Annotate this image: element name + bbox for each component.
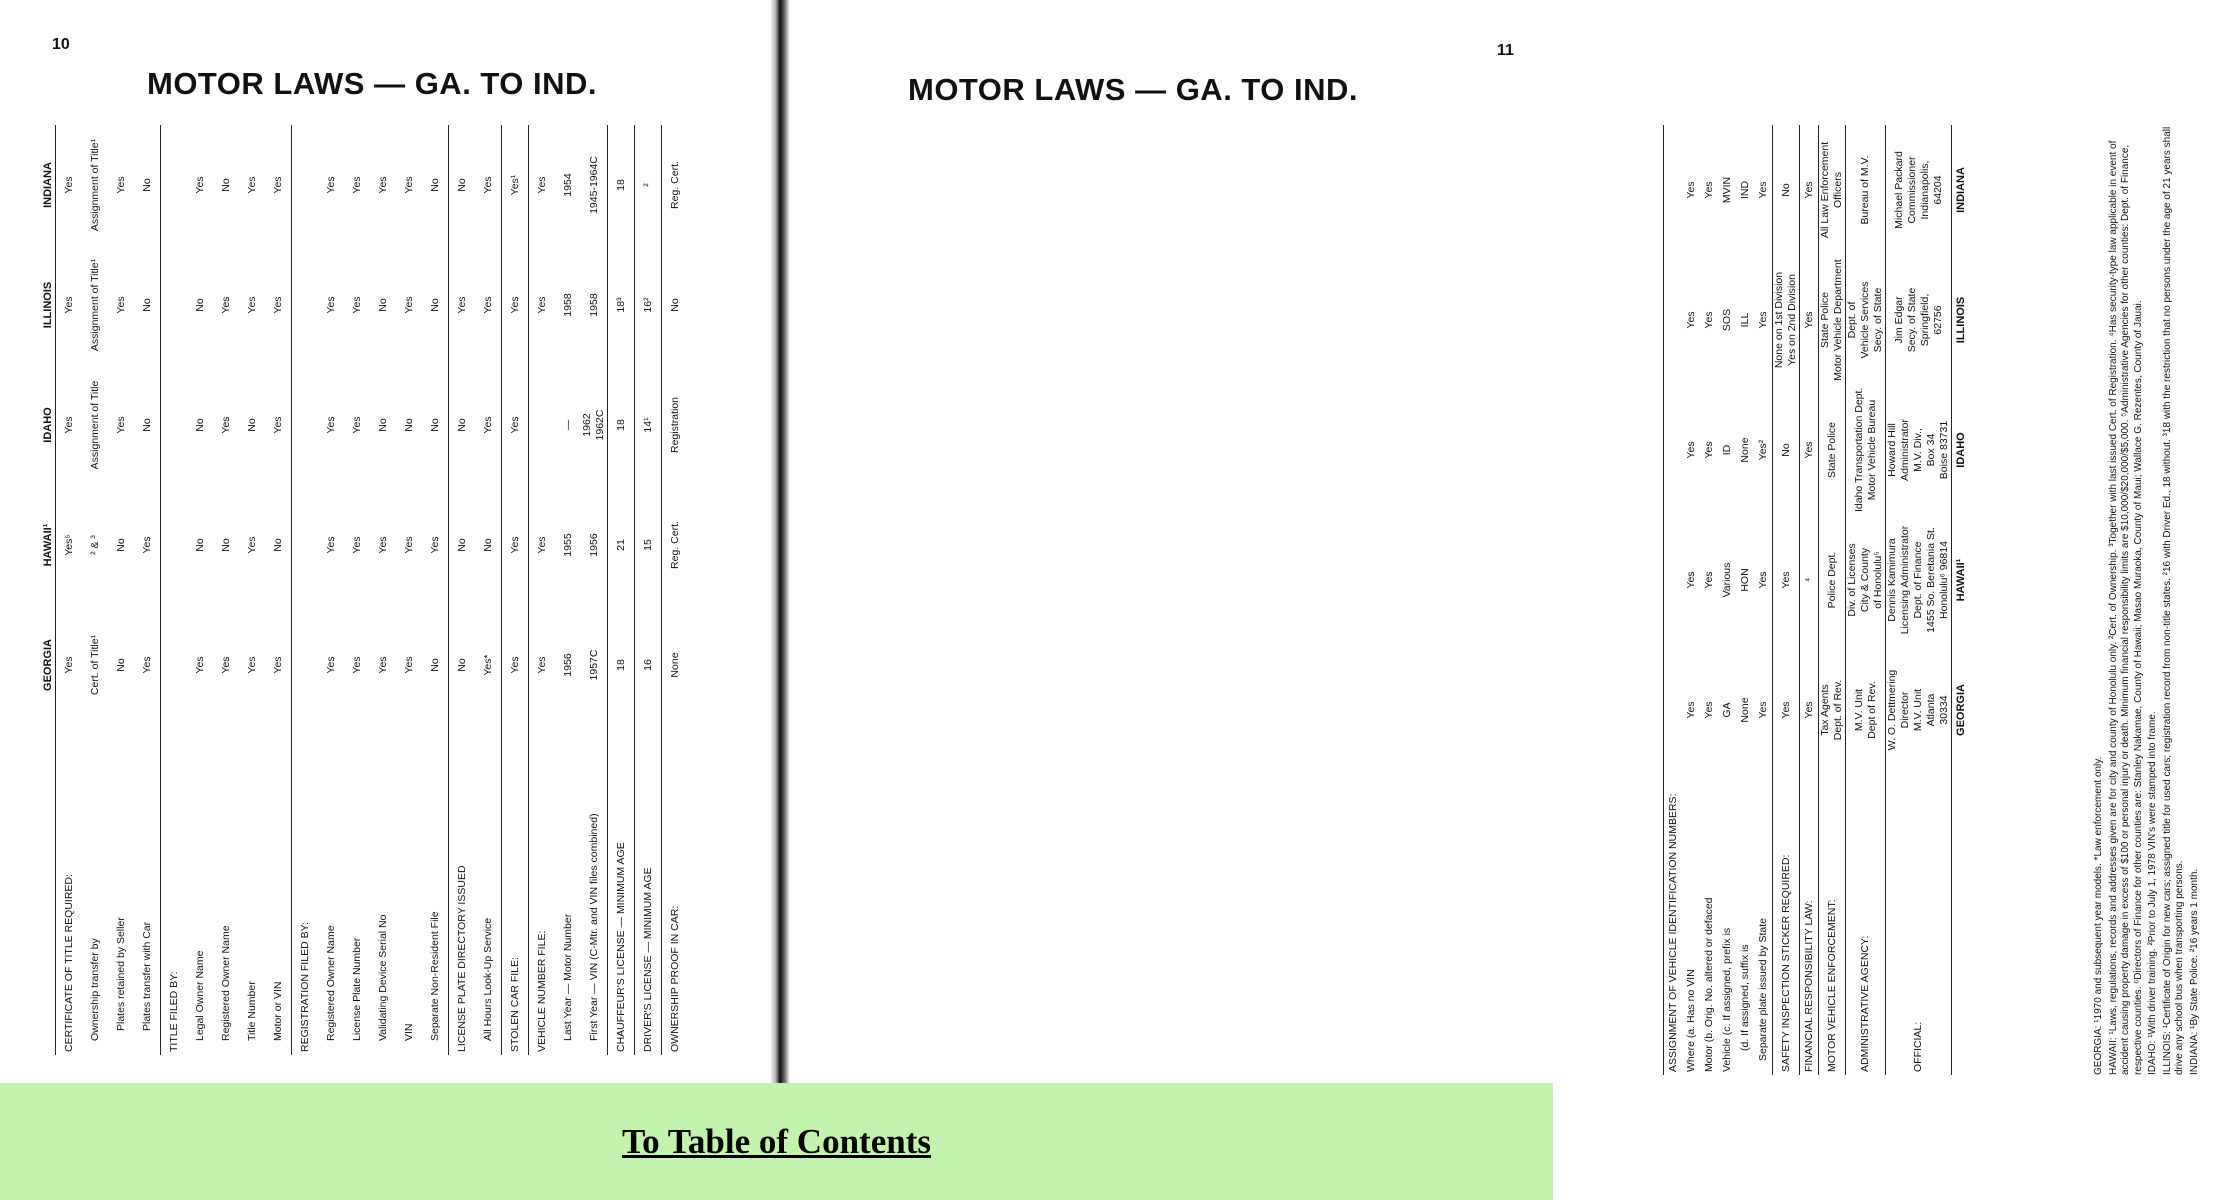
row-label: Validating Device Serial No [376, 914, 389, 1041]
table-cell: Yes [528, 605, 555, 725]
column-header-indiana: INDIANA [42, 162, 54, 208]
table-cell: Yes [1684, 571, 1697, 589]
table-cell [1663, 385, 1682, 515]
row-label: Separate Non-Resident File [428, 911, 441, 1041]
table-cell: Yes [1702, 441, 1715, 459]
table-cell: SOS [1720, 308, 1733, 332]
table-cell: No [193, 418, 206, 432]
table-cell: HON [1738, 568, 1751, 592]
column-footer: IDAHO [1951, 385, 1970, 515]
row-label: Plates retained by Seller [114, 917, 127, 1031]
table-cell [160, 485, 187, 605]
row-label: License Plate Number [350, 937, 363, 1041]
table-cell [1663, 125, 1682, 255]
table-cell: Yes [1756, 571, 1769, 589]
table-cell [291, 125, 318, 245]
right-rotated-table [1663, 125, 2218, 1075]
table-cell: GA [1720, 702, 1733, 718]
table-cell: Div. of Licenses City & County of Honolulu⁵ [1845, 515, 1885, 645]
row-label: OFFICIAL: [1885, 775, 1951, 1075]
table-cell: No [448, 605, 475, 725]
column-header-illinois: ILLINOIS [42, 281, 54, 329]
left-page-number: 10 [52, 36, 70, 53]
table-cell: Yes [324, 416, 337, 434]
table-cell: Yes [501, 485, 528, 605]
row-label: SAFETY INSPECTION STICKER REQUIRED: [1772, 775, 1799, 1075]
table-cell: Dennis Kamimura Licensing Administrator Dept. of Finance 1455 So. Beretania St. Honolulu⁶ 96814 [1885, 515, 1951, 645]
table-cell: Howard Hill Administrator M.V. Div., Box 34 Boise 83731 [1885, 385, 1951, 515]
table-cell: Yes¹ [501, 125, 528, 245]
column-header-hawaii: HAWAII¹ [42, 523, 54, 567]
right-page [790, 0, 2200, 1083]
table-cell: Yes* [481, 654, 494, 676]
table-cell [160, 605, 187, 725]
table-cell: Yes [428, 536, 441, 554]
table-cell: Registration [661, 365, 688, 485]
table-cell: Yes [1799, 385, 1818, 515]
right-page-number: 11 [1497, 42, 1514, 59]
table-cell: Yes [271, 416, 284, 434]
table-cell: Idaho Transportation Dept. Motor Vehicle Bureau [1845, 385, 1885, 515]
table-cell: 1957C [587, 649, 600, 681]
table-cell: 1945-1964C [587, 156, 600, 214]
left-motor-laws-table [42, 125, 688, 1055]
table-cell [1663, 255, 1682, 385]
table-cell: Yes [481, 416, 494, 434]
row-label: Separate plate issued by State [1756, 917, 1769, 1061]
table-cell: Yes [1756, 311, 1769, 329]
table-cell: 1955 [561, 533, 574, 557]
table-cell: Assignment of Title¹ [88, 258, 101, 352]
table-cell: No [271, 538, 284, 552]
table-cell: State Police Motor Vehicle Department [1818, 255, 1845, 385]
table-cell: Yes [55, 245, 82, 365]
table-cell: None [1738, 697, 1751, 723]
table-cell [291, 485, 318, 605]
table-cell: Yes [448, 245, 475, 365]
row-label: CERTIFICATE OF TITLE REQUIRED: [55, 725, 82, 1055]
row-label: TITLE FILED BY: [160, 725, 187, 1055]
table-cell: No [140, 418, 153, 432]
table-cell: Yes [350, 536, 363, 554]
table-cell: Tax Agents Dept. of Rev. [1818, 645, 1845, 775]
table-cell: Yes⁵ [55, 485, 82, 605]
table-cell: 14¹ [634, 365, 661, 485]
table-cell: Yes [140, 536, 153, 554]
header-label-cell [42, 725, 55, 1055]
table-cell: Yes [376, 536, 389, 554]
table-cell: No [428, 418, 441, 432]
row-label: Plates transfer with Car [140, 921, 153, 1031]
row-label: LICENSE PLATE DIRECTORY ISSUED [448, 725, 475, 1055]
footnote: ILLINOIS: ¹Certificate of Origin for new cars; assigned title for used cars; registration record from non-title states. ²16 with Driver Ed., 18 without. ³18 with the restriction that no persons under the age of 21 years shall drive any school bus when transporting persons. [2161, 126, 2185, 1075]
table-cell [160, 245, 187, 365]
row-label: ASSIGNMENT OF VEHICLE IDENTIFICATION NUMBERS: [1663, 775, 1682, 1075]
table-cell: 15 [634, 485, 661, 605]
row-label: MOTOR VEHICLE ENFORCEMENT: [1818, 775, 1845, 1075]
table-cell: Yes [1684, 311, 1697, 329]
table-cell: State Police [1818, 385, 1845, 515]
row-label: Vehicle (c. If assigned, prefix is [1720, 927, 1733, 1072]
table-cell: Yes [501, 605, 528, 725]
column-header-georgia: GEORGIA [42, 639, 54, 691]
table-cell: 1958 [587, 293, 600, 317]
column-footer: INDIANA [1951, 125, 1970, 255]
table-cell: No [140, 178, 153, 192]
table-cell: Yes [1799, 125, 1818, 255]
table-cell: Yes [1772, 645, 1799, 775]
table-cell: 18 [607, 605, 634, 725]
row-label: Motor (b. Orig. No. altered or defaced [1702, 897, 1715, 1072]
footnote: HAWAII: ¹Laws, regulations, records and addresses given are for city and county of Honolulu only. ²Cert. of Ownership. ³Together with last issued Cert. of Registration. ⁴Has security-type law applicable in event of accident causing property damage in excess of $100 or personal injury or death. Minimum financial responsibility limits are $10,000/$20,000/$5,000. ⁵Administrative Agencies for other counties: Dept. of Finance, respective counties. ⁶Directors of Finance for other counties are: Stanley Nakamae, County of Hawaii; Masao Muraoka, County of Maui; Wallace G. Rezentes, County of Jauai. [2107, 140, 2144, 1075]
footnote: GEORGIA: ¹1970 and subsequent year models. *Law enforcement only. [2093, 756, 2104, 1075]
table-cell: None [661, 605, 688, 725]
table-cell: Yes [219, 656, 232, 674]
table-cell: Yes [193, 176, 206, 194]
table-cell: No [193, 538, 206, 552]
column-footer: HAWAII¹ [1951, 515, 1970, 645]
table-cell: Assignment of Title [88, 380, 101, 470]
table-cell: 18 [607, 125, 634, 245]
table-cell: Yes [245, 656, 258, 674]
column-header-idaho: IDAHO [42, 407, 54, 443]
table-cell: IND [1738, 180, 1751, 200]
table-cell: 18 [607, 365, 634, 485]
table-cell: MVIN [1720, 176, 1733, 204]
table-cell: Yes [402, 656, 415, 674]
table-cell: Yes [501, 365, 528, 485]
table-cell: Yes [528, 245, 555, 365]
row-label: CHAUFFEUR'S LICENSE — MINIMUM AGE [607, 725, 634, 1055]
table-cell: Yes [271, 176, 284, 194]
table-cell: Yes [114, 296, 127, 314]
table-cell: Yes [1772, 515, 1799, 645]
row-label: Legal Owner Name [193, 950, 206, 1041]
table-cell: W. O. Dettmering Director M.V. Unit Atlanta 30334 [1885, 645, 1951, 775]
table-cell: No [1772, 125, 1799, 255]
row-label: Registered Owner Name [324, 925, 337, 1041]
table-cell: Yes [271, 656, 284, 674]
table-cell: Yes [324, 656, 337, 674]
row-label: Ownership transfer by [88, 938, 101, 1041]
table-cell: Yes [376, 656, 389, 674]
table-cell: No [448, 125, 475, 245]
table-cell: 16 [634, 605, 661, 725]
table-cell: ⁴ [1799, 515, 1818, 645]
table-cell: No [245, 418, 258, 432]
table-cell: Yes [245, 176, 258, 194]
table-cell: Yes [1702, 571, 1715, 589]
row-label: VIN [402, 1023, 415, 1041]
row-label: OWNERSHIP PROOF IN CAR: [661, 725, 688, 1055]
table-cell: 1962 1962C [581, 409, 606, 441]
table-cell: Yes [1756, 181, 1769, 199]
table-cell: Yes [402, 176, 415, 194]
table-cell: Jim Edgar Secy. of State Springfield, 62756 [1885, 255, 1951, 385]
table-cell: Yes [324, 536, 337, 554]
table-cell: Reg. Cert. [661, 125, 688, 245]
table-cell: No [428, 298, 441, 312]
row-label: Registered Owner Name [219, 925, 232, 1041]
table-cell: No [402, 418, 415, 432]
table-cell: No [1772, 385, 1799, 515]
table-cell: Assignment of Title¹ [88, 138, 101, 232]
table-cell: No [448, 365, 475, 485]
right-page-title: MOTOR LAWS — GA. TO IND. [908, 72, 1359, 107]
table-cell [1663, 645, 1682, 775]
table-cell: None on 1st Division Yes on 2nd Division [1772, 255, 1799, 385]
table-cell: ² & ³ [88, 535, 101, 555]
row-label: Where (a. Has no VIN [1684, 969, 1697, 1072]
table-cell: No [481, 538, 494, 552]
table-cell: Police Dept. [1818, 515, 1845, 645]
table-cell: Yes [481, 296, 494, 314]
right-motor-laws-table [1663, 125, 1970, 1075]
table-cell: Yes [402, 536, 415, 554]
table-cell [160, 365, 187, 485]
table-cell [291, 365, 318, 485]
table-cell: No [114, 658, 127, 672]
table-cell: Michael Packard Commissioner Indianapolis, 64204 [1885, 125, 1951, 255]
table-cell: Yes [324, 176, 337, 194]
table-cell: 16² [634, 245, 661, 365]
table-cell: None [1738, 437, 1751, 463]
table-cell: No [140, 298, 153, 312]
table-cell: Yes [1684, 701, 1697, 719]
left-rotated-table [42, 125, 732, 1055]
table-cell: 21 [607, 485, 634, 605]
table-cell: Dept. of Vehicle Services Secy. of State [1845, 255, 1885, 385]
table-cell: Yes [219, 416, 232, 434]
table-of-contents-link[interactable]: To Table of Contents [622, 1122, 931, 1161]
table-cell: 1954 [561, 173, 574, 197]
table-cell: Yes [1756, 701, 1769, 719]
table-cell: Yes [324, 296, 337, 314]
table-cell [528, 365, 555, 485]
table-cell: Yes [193, 656, 206, 674]
table-cell: ILL [1738, 312, 1751, 328]
table-cell: No [219, 178, 232, 192]
table-cell: Yes [481, 176, 494, 194]
table-cell: No [448, 485, 475, 605]
table-cell: Yes [55, 605, 82, 725]
table-cell: No [428, 658, 441, 672]
table-cell: No [193, 298, 206, 312]
table-cell: Various [1720, 562, 1733, 598]
table-cell: — [561, 419, 574, 431]
table-cell: No [661, 245, 688, 365]
table-cell: Yes [376, 176, 389, 194]
footnotes [2093, 125, 2203, 1075]
table-cell: No [114, 538, 127, 552]
table-cell: Yes [350, 176, 363, 194]
table-cell: Yes [1702, 181, 1715, 199]
table-cell: ² [634, 125, 661, 245]
table-cell: Yes [55, 125, 82, 245]
table-cell: Yes [1799, 255, 1818, 385]
table-cell: No [376, 298, 389, 312]
row-label: All Hours Look-Up Service [481, 917, 494, 1041]
footnote: INDIANA: ¹By State Police. ²16 years 1 month. [2188, 868, 2200, 1075]
table-cell: 18³ [607, 245, 634, 365]
table-cell [160, 125, 187, 245]
table-cell: Yes [402, 296, 415, 314]
row-label [1951, 775, 1970, 1075]
table-cell: 1958 [561, 293, 574, 317]
table-cell: Yes [219, 296, 232, 314]
table-cell: Yes [245, 296, 258, 314]
table-cell: Yes [140, 656, 153, 674]
table-cell: Yes [350, 416, 363, 434]
table-cell: Yes [55, 365, 82, 485]
table-cell: Yes [501, 245, 528, 365]
row-label: Last Year — Motor Number [561, 913, 574, 1041]
table-cell [1663, 515, 1682, 645]
table-cell: M.V. Unit Dept of Rev. [1845, 645, 1885, 775]
table-cell: Yes² [1756, 439, 1769, 461]
table-cell: Yes [1684, 181, 1697, 199]
table-cell: Yes [271, 296, 284, 314]
table-cell: Yes [1702, 701, 1715, 719]
table-cell: 1956 [561, 653, 574, 677]
table-cell: 1956 [587, 533, 600, 557]
footnote: IDAHO: ¹With driver training. ²Prior to July 1, 1978 VIN's were stamped into frame. [2147, 711, 2158, 1075]
table-cell [291, 245, 318, 365]
table-cell: Yes [350, 296, 363, 314]
column-footer: GEORGIA [1951, 645, 1970, 775]
table-cell: Bureau of M.V. [1845, 125, 1885, 255]
table-cell: Yes [1702, 311, 1715, 329]
row-label: First Year — VIN (C-Mtr. and VIN files combined) [587, 813, 600, 1041]
table-cell [291, 605, 318, 725]
table-cell: Reg. Cert. [661, 485, 688, 605]
table-cell: Yes [114, 176, 127, 194]
row-label: FINANCIAL RESPONSIBILITY LAW: [1799, 775, 1818, 1075]
left-page-title: MOTOR LAWS — GA. TO IND. [147, 66, 598, 101]
row-label: REGISTRATION FILED BY: [291, 725, 318, 1055]
row-label: Motor or VIN [271, 981, 284, 1041]
row-label: ADMINISTRATIVE AGENCY: [1845, 775, 1885, 1075]
table-cell: No [219, 538, 232, 552]
column-footer: ILLINOIS [1951, 255, 1970, 385]
row-label: VEHICLE NUMBER FILE: [528, 725, 555, 1055]
table-cell: Cert. of Title¹ [88, 634, 101, 696]
row-label: (d. If assigned, suffix is [1738, 944, 1751, 1051]
book-spine [770, 0, 790, 1083]
table-cell: Yes [1799, 645, 1818, 775]
row-label: Title Number [245, 981, 258, 1041]
table-cell: All Law Enforcement Officers [1818, 125, 1845, 255]
row-label: DRIVER'S LICENSE — MINIMUM AGE [634, 725, 661, 1055]
left-page [0, 0, 774, 1083]
table-cell: Yes [528, 485, 555, 605]
table-cell: ID [1720, 444, 1733, 456]
table-cell: Yes [114, 416, 127, 434]
table-cell: No [428, 178, 441, 192]
table-cell: No [376, 418, 389, 432]
table-cell: Yes [1684, 441, 1697, 459]
table-cell: Yes [350, 656, 363, 674]
table-cell: Yes [245, 536, 258, 554]
row-label: STOLEN CAR FILE: [501, 725, 528, 1055]
table-cell: Yes [528, 125, 555, 245]
